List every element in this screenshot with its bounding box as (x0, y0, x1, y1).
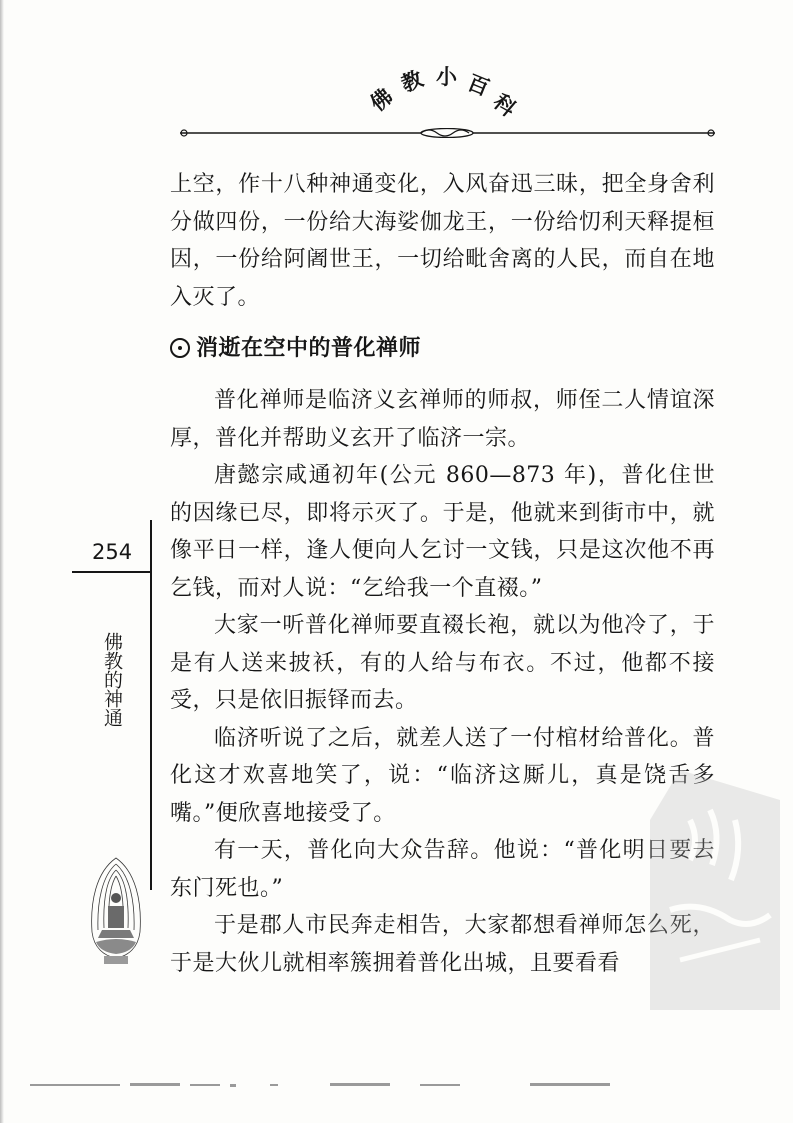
paragraph: 普化禅师是临济义玄禅师的师叔，师侄二人情谊深厚，普化并帮助义玄开了临济一宗。 (170, 388, 715, 451)
paragraph: 临济听说了之后，就差人送了一付棺材给普化。普化这才欢喜地笑了，说：“临济这厮儿，真是饶舌多嘴。”便欣喜地接受了。 (170, 725, 715, 826)
page-number: 254 (92, 540, 133, 564)
section-heading (170, 328, 715, 370)
header-char: 百 (464, 70, 493, 101)
header-char: 佛 (365, 83, 398, 116)
side-book-title: 佛教的神通 (101, 632, 123, 727)
scan-edge-shadow (0, 0, 4, 1123)
paragraph: 大家一听普化禅师要直裰长袍，就以为他冷了，于是有人送来披袄，有的人给与布衣。不过，他都不接受，只是依旧振铎而去。 (170, 613, 715, 713)
circled-dot-icon (170, 338, 190, 358)
header-char: 科 (488, 89, 521, 122)
section-heading-text: 消逝在空中的普化禅师 (196, 336, 422, 361)
header-char: 教 (397, 66, 427, 97)
watermark-stamp (640, 760, 790, 1030)
paragraph: 有一天，普化向大众告辞。他说：“普化明日要去东门死也。” (170, 838, 715, 901)
header-ornament-rule (180, 128, 715, 138)
margin-rule-horizontal (72, 571, 152, 573)
paragraph: 上空，作十八种神通变化，入风奋迅三昧，把全身舍利分做四份，一份给大海娑伽龙王，一份给忉利天释提桓因，一份给阿阇世王，一切给毗舍离的人民，而自在地入灭了。 (170, 172, 715, 310)
header-char: 小 (436, 65, 457, 89)
paragraph: 唐懿宗咸通初年(公元 860—873 年)，普化住世的因缘已尽，即将示灭了。于是，他就来到街市中，就像平日一样，逢人便向人乞讨一文钱，只是这次他不再乞钱，而对人说：“乞给我一个直裰。” (170, 463, 715, 601)
scan-footer-marks (30, 1075, 610, 1095)
paragraph: 于是郡人市民奔走相告，大家都想看禅师怎么死，于是大伙儿就相率簇拥着普化出城，且要看看 (170, 913, 715, 976)
page-body (170, 166, 715, 982)
running-header (0, 0, 793, 140)
buddha-figure-icon (86, 852, 146, 972)
margin-rule-vertical (150, 520, 152, 890)
